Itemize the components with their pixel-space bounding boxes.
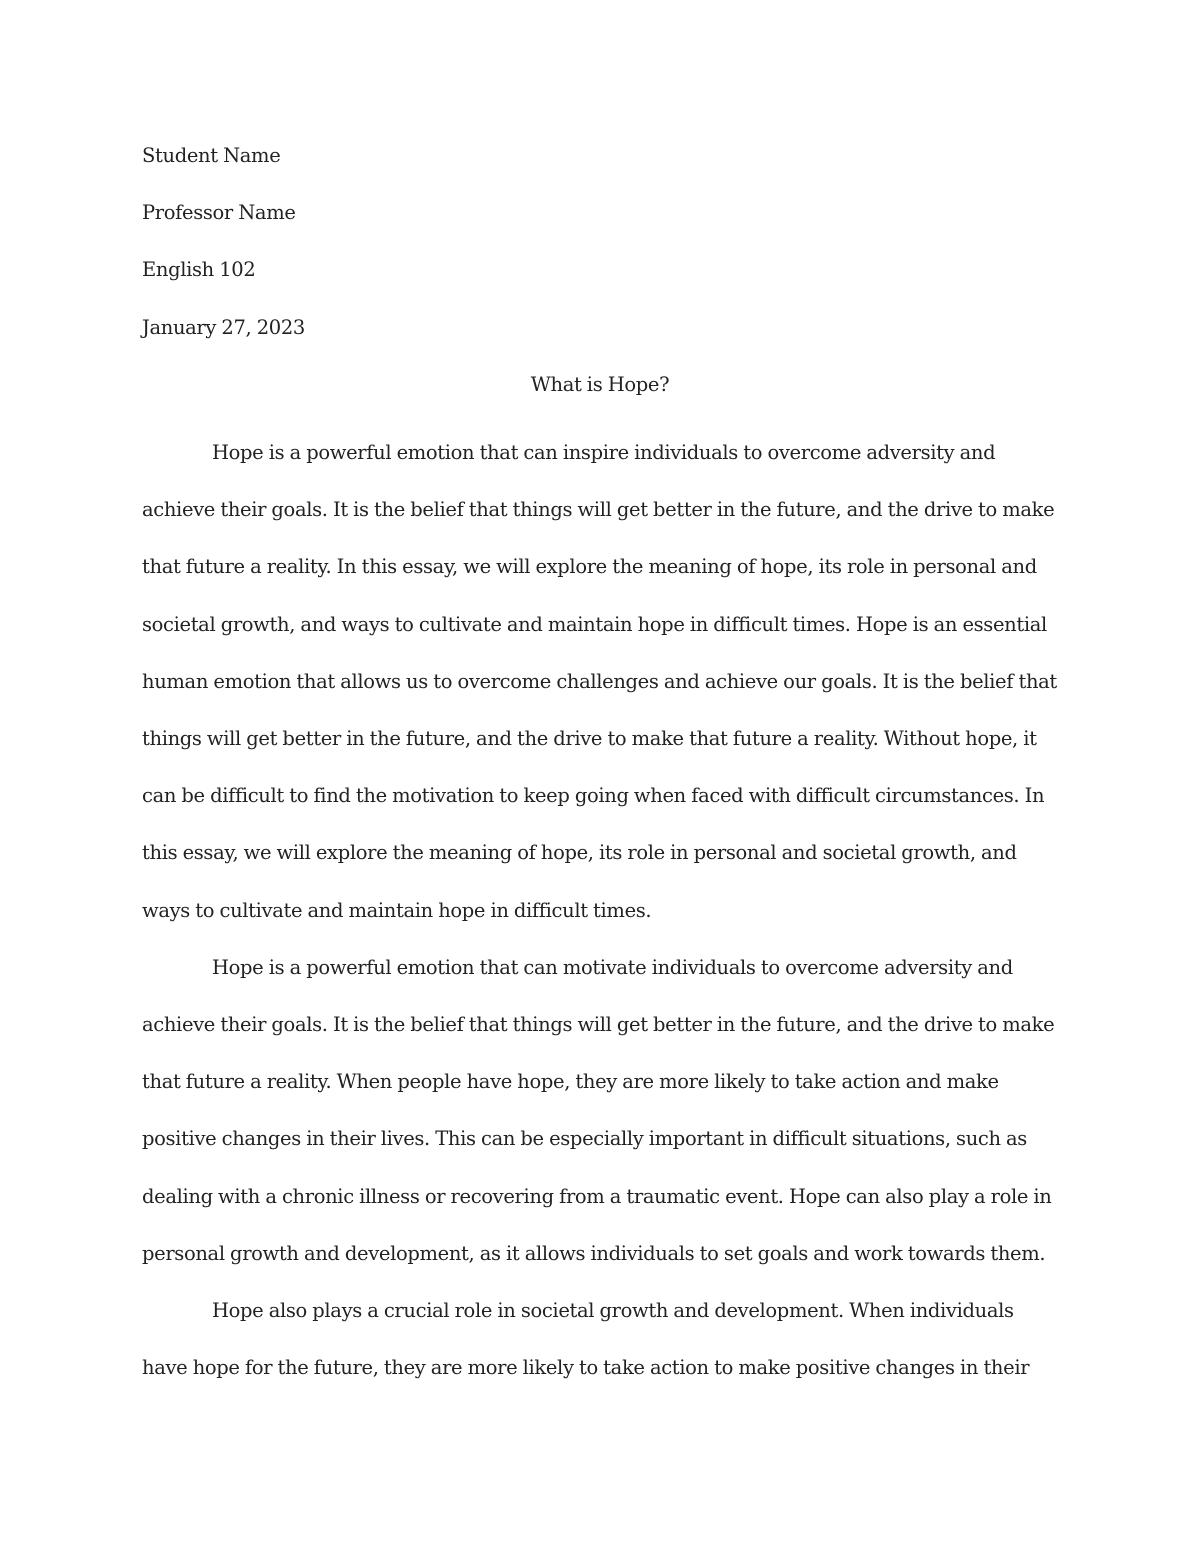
essay-body	[142, 424, 1064, 1396]
essay-title: What is Hope?	[530, 373, 670, 396]
date: January 27, 2023	[142, 315, 305, 339]
paragraph: Hope is a powerful emotion that can inspire individuals to overcome adversity and achieve their goals. It is the belief that things will get better in the future, and the drive to make that future a reality. In this essay, we will explore the meaning of hope, its role in personal and societal growth, and ways to cultivate and maintain hope in difficult times. Hope is an essential human emotion that allows us to overcome challenges and achieve our goals. It is the belief that things will get better in the future, and the drive to make that future a reality. Without hope, it can be difficult to find the motivation to keep going when faced with difficult circumstances. In this essay, we will explore the meaning of hope, its role in personal and societal growth, and ways to cultivate and maintain hope in difficult times.	[142, 441, 1057, 922]
course-name: English 102	[142, 258, 256, 282]
student-name: Student Name	[142, 144, 281, 167]
paragraph: Hope is a powerful emotion that can motivate individuals to overcome adversity and achieve their goals. It is the belief that things will get better in the future, and the drive to make that future a reality. When people have hope, they are more likely to take action and make positive changes in their lives. This can be especially important in difficult situations, such as dealing with a chronic illness or recovering from a traumatic event. Hope can also play a role in personal growth and development, as it allows individuals to set goals and work towards them.	[142, 955, 1055, 1265]
professor-name: Professor Name	[142, 201, 296, 225]
mla-heading	[142, 138, 1062, 367]
paragraph: Hope also plays a crucial role in societal growth and development. When individuals have hope for the future, they are more likely to take action to make positive changes in their	[142, 1299, 1030, 1380]
